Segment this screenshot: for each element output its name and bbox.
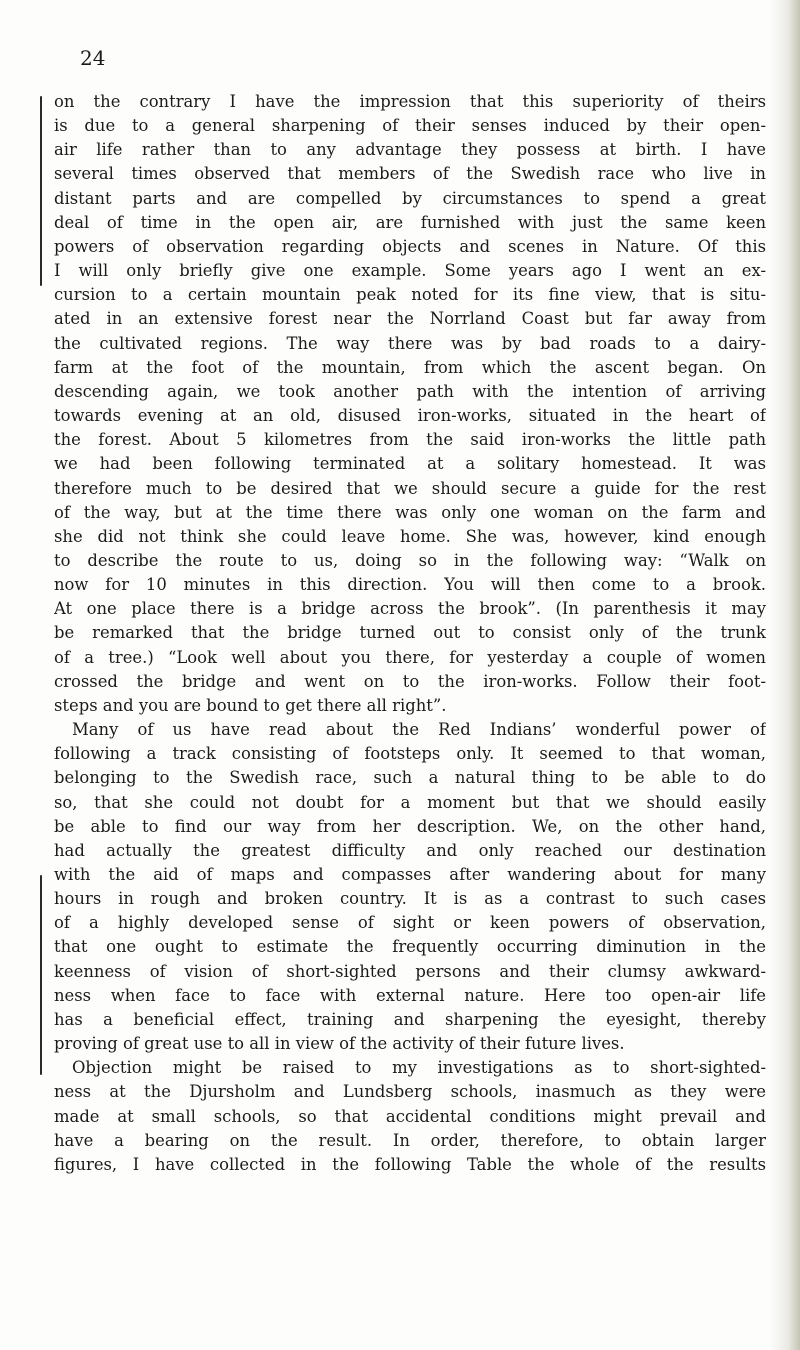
text-line: Objection might be raised to my investigations as to short-sighted- xyxy=(72,1058,766,1078)
text-line: be remarked that the bridge turned out to consist only of the trunk xyxy=(54,623,766,643)
text-line: descending again, we took another path with the intention of arriving xyxy=(54,381,766,401)
text-line: towards evening at an old, disused iron-works, situated in the heart of xyxy=(54,406,766,426)
text-line: powers of observation regarding objects and scenes in Nature. Of this xyxy=(54,236,766,256)
text-line: made at small schools, so that accidental conditions might prevail and xyxy=(54,1106,766,1126)
text-line: figures, I have collected in the following Table the whole of the results xyxy=(54,1154,766,1174)
page-edge-shadow xyxy=(770,0,800,1350)
page-number: 24 xyxy=(80,46,106,70)
text-line: ness when face to face with external nature. Here too open-air life xyxy=(54,985,766,1005)
text-line: the forest. About 5 kilometres from the said iron-works the little path xyxy=(54,430,766,450)
text-line: I will only briefly give one example. Some years ago I went an ex- xyxy=(54,261,766,281)
text-line: farm at the foot of the mountain, from which the ascent began. On xyxy=(54,357,766,377)
body-text xyxy=(54,90,766,1177)
text-line: belonging to the Swedish race, such a natural thing to be able to do xyxy=(54,768,766,788)
text-line: had actually the greatest difficulty and only reached our destination xyxy=(54,840,766,860)
text-line: with the aid of maps and compasses after wandering about for many xyxy=(54,865,766,884)
text-line: several times observed that members of the Swedish race who live in xyxy=(54,164,766,184)
text-line: ness at the Djursholm and Lundsberg schools, inasmuch as they were xyxy=(54,1082,766,1102)
text-line: deal of time in the open air, are furnished with just the same keen xyxy=(54,212,766,232)
text-line: the cultivated regions. The way there was by bad roads to a dairy- xyxy=(54,333,766,353)
text-line: distant parts and are compelled by circumstances to spend a great xyxy=(54,188,766,208)
margin-mark-top xyxy=(40,96,42,286)
text-line: has a beneficial effect, training and sharpening the eyesight, thereby xyxy=(54,1009,766,1029)
text-line: of a highly developed sense of sight or keen powers of observation, xyxy=(54,913,766,933)
text-line: we had been following terminated at a solitary homestead. It was xyxy=(54,454,766,474)
text-line: that one ought to estimate the frequently occurring diminution in the xyxy=(54,937,766,957)
text-line: to describe the route to us, doing so in the following way: “Walk on xyxy=(54,550,766,570)
text-line: steps and you are bound to get there all right”. xyxy=(54,695,447,715)
text-line: following a track consisting of footsteps only. It seemed to that woman, xyxy=(54,744,766,764)
text-line: is due to a general sharpening of their senses induced by their open- xyxy=(54,116,766,136)
text-line: keenness of vision of short-sighted persons and their clumsy awkward- xyxy=(54,961,766,981)
text-line: have a bearing on the result. In order, therefore, to obtain larger xyxy=(54,1130,766,1150)
text-line: air life rather than to any advantage they possess at birth. I have xyxy=(54,140,766,160)
text-line: now for 10 minutes in this direction. You will then come to a brook. xyxy=(54,575,766,595)
text-line: therefore much to be desired that we should secure a guide for the rest xyxy=(54,478,766,498)
text-line: she did not think she could leave home. She was, however, kind enough xyxy=(54,526,766,546)
text-line: cursion to a certain mountain peak noted for its fine view, that is situ- xyxy=(54,285,766,305)
text-line: be able to find our way from her description. We, on the other hand, xyxy=(54,816,766,836)
text-line: hours in rough and broken country. It is as a contrast to such cases xyxy=(54,889,766,909)
text-line: of the way, but at the time there was only one woman on the farm and xyxy=(54,502,766,522)
text-line: Many of us have read about the Red Indians’ wonderful power of xyxy=(72,720,766,740)
margin-mark-bottom xyxy=(40,875,42,1075)
text-line: crossed the bridge and went on to the iron-works. Follow their foot- xyxy=(54,671,766,691)
text-line: of a tree.) “Look well about you there, for yesterday a couple of women xyxy=(54,647,766,667)
text-line: At one place there is a bridge across the brook”. (In parenthesis it may xyxy=(54,599,766,619)
text-line: proving of great use to all in view of the activity of their future lives. xyxy=(54,1034,625,1054)
text-line: on the contrary I have the impression that this superiority of theirs xyxy=(54,92,766,111)
text-line: ated in an extensive forest near the Norrland Coast but far away from xyxy=(54,309,766,329)
text-line: so, that she could not doubt for a moment but that we should easily xyxy=(54,792,766,812)
